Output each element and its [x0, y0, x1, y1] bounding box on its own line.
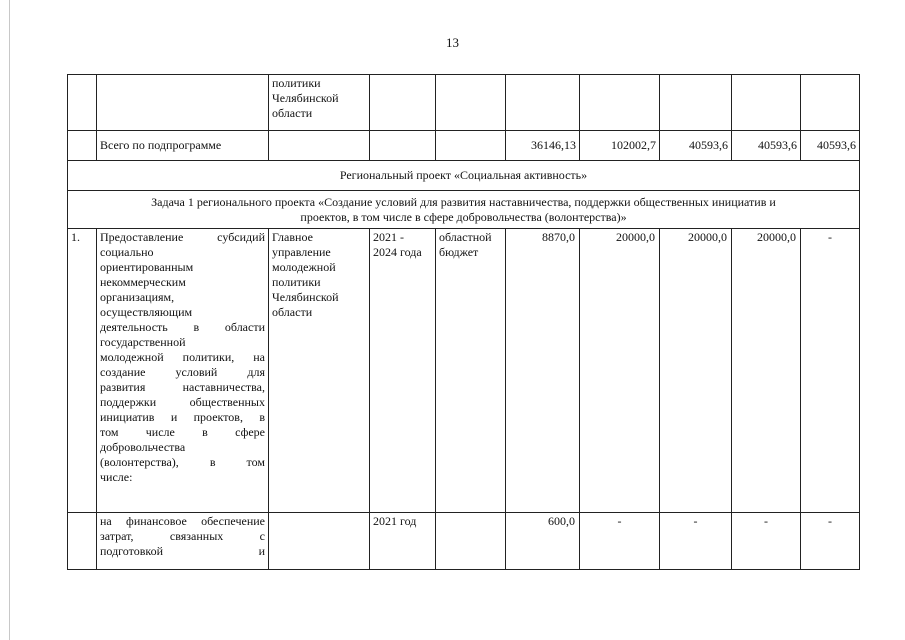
task-title-line: проектов, в том числе в сфере добровольчества (волонтерства)» [300, 209, 627, 224]
description-line: на финансовое обеспечение [100, 514, 265, 528]
row-value: - [801, 229, 860, 513]
cell-value [660, 75, 732, 131]
table-row-continued [68, 75, 860, 131]
cell-number [68, 513, 97, 570]
executor-line: молодежной [272, 260, 336, 274]
description-line: поддержки общественных [100, 395, 265, 409]
description-line: развития наставничества, [100, 380, 265, 394]
cell-period [370, 131, 436, 161]
row-value: 20000,0 [660, 229, 732, 513]
source-line: бюджет [439, 245, 479, 259]
subprogram-total-value: 40593,6 [732, 131, 801, 161]
executor-line: политики [272, 275, 321, 289]
table-row-item-1 [68, 229, 860, 513]
row-executor [269, 229, 370, 513]
description-line: осуществляющим [100, 305, 193, 319]
subitem-value: - [580, 513, 660, 570]
subitem-value: - [732, 513, 801, 570]
task-title [68, 191, 860, 229]
description-line: организациям, [100, 290, 175, 304]
description-line: затрат, связанных с [100, 529, 265, 543]
executor-line: управление [272, 245, 331, 259]
table-row-subitem [68, 513, 860, 570]
executor-line: Челябинской [272, 91, 339, 105]
row-value: 20000,0 [580, 229, 660, 513]
subprogram-total-label: Всего по подпрограмме [97, 131, 269, 161]
executor-line: области [272, 305, 313, 319]
page-number: 13 [446, 35, 459, 50]
cell-value [506, 75, 580, 131]
cell-executor [269, 131, 370, 161]
description-line: социально [100, 245, 154, 259]
description-line: (волонтерства), в том [100, 455, 265, 469]
table-row-regional-project [68, 161, 860, 191]
subprogram-total-value: 40593,6 [801, 131, 860, 161]
task-title-line: Задача 1 регионального проекта «Создание условий для развития наставничества, поддержки общественных инициатив и [151, 194, 776, 209]
row-value: 8870,0 [506, 229, 580, 513]
description-line: создание условий для [100, 365, 265, 379]
subprogram-total-value: 36146,13 [506, 131, 580, 161]
cell-executor [269, 513, 370, 570]
description-line: добровольчества [100, 440, 186, 454]
regional-project-title: Региональный проект «Социальная активность» [68, 161, 860, 191]
cell-period [370, 75, 436, 131]
subitem-value: 600,0 [506, 513, 580, 570]
executor-line: области [272, 106, 313, 120]
executor-line: Челябинской [272, 290, 339, 304]
subitem-value: - [801, 513, 860, 570]
cell-value [580, 75, 660, 131]
subitem-period: 2021 год [370, 513, 436, 570]
description-line: молодежной политики, на [100, 350, 265, 364]
description-line: государственной [100, 335, 186, 349]
subprogram-total-value: 102002,7 [580, 131, 660, 161]
row-number: 1. [68, 229, 97, 513]
source-line: областной [439, 230, 492, 244]
executor-line: Главное [272, 230, 313, 244]
description-line: некоммерческим [100, 275, 186, 289]
row-funding-source [436, 229, 506, 513]
period-line: 2021 - [373, 230, 404, 244]
cell-source [436, 131, 506, 161]
description-line: том числе в сфере [100, 425, 265, 439]
cell-source [436, 75, 506, 131]
period-line: 2024 года [373, 245, 422, 259]
table-row-task [68, 191, 860, 229]
cell-source [436, 513, 506, 570]
cell-number [68, 75, 97, 131]
subitem-value: - [660, 513, 732, 570]
cell-description [97, 75, 269, 131]
budget-table [67, 74, 860, 570]
table-row-subprogram-total [68, 131, 860, 161]
description-line: подготовкой и [100, 544, 265, 558]
description-line: Предоставление субсидий [100, 230, 265, 244]
description-line: ориентированным [100, 260, 194, 274]
cell-value [732, 75, 801, 131]
subitem-description [97, 513, 269, 570]
page-edge [9, 0, 10, 640]
row-description [97, 229, 269, 513]
executor-line: политики [272, 76, 321, 90]
description-line: деятельность в области [100, 320, 265, 334]
description-line: инициатив и проектов, в [100, 410, 265, 424]
cell-executor [269, 75, 370, 131]
cell-number [68, 131, 97, 161]
row-period [370, 229, 436, 513]
row-value: 20000,0 [732, 229, 801, 513]
cell-value [801, 75, 860, 131]
subprogram-total-value: 40593,6 [660, 131, 732, 161]
description-line: числе: [100, 470, 133, 484]
